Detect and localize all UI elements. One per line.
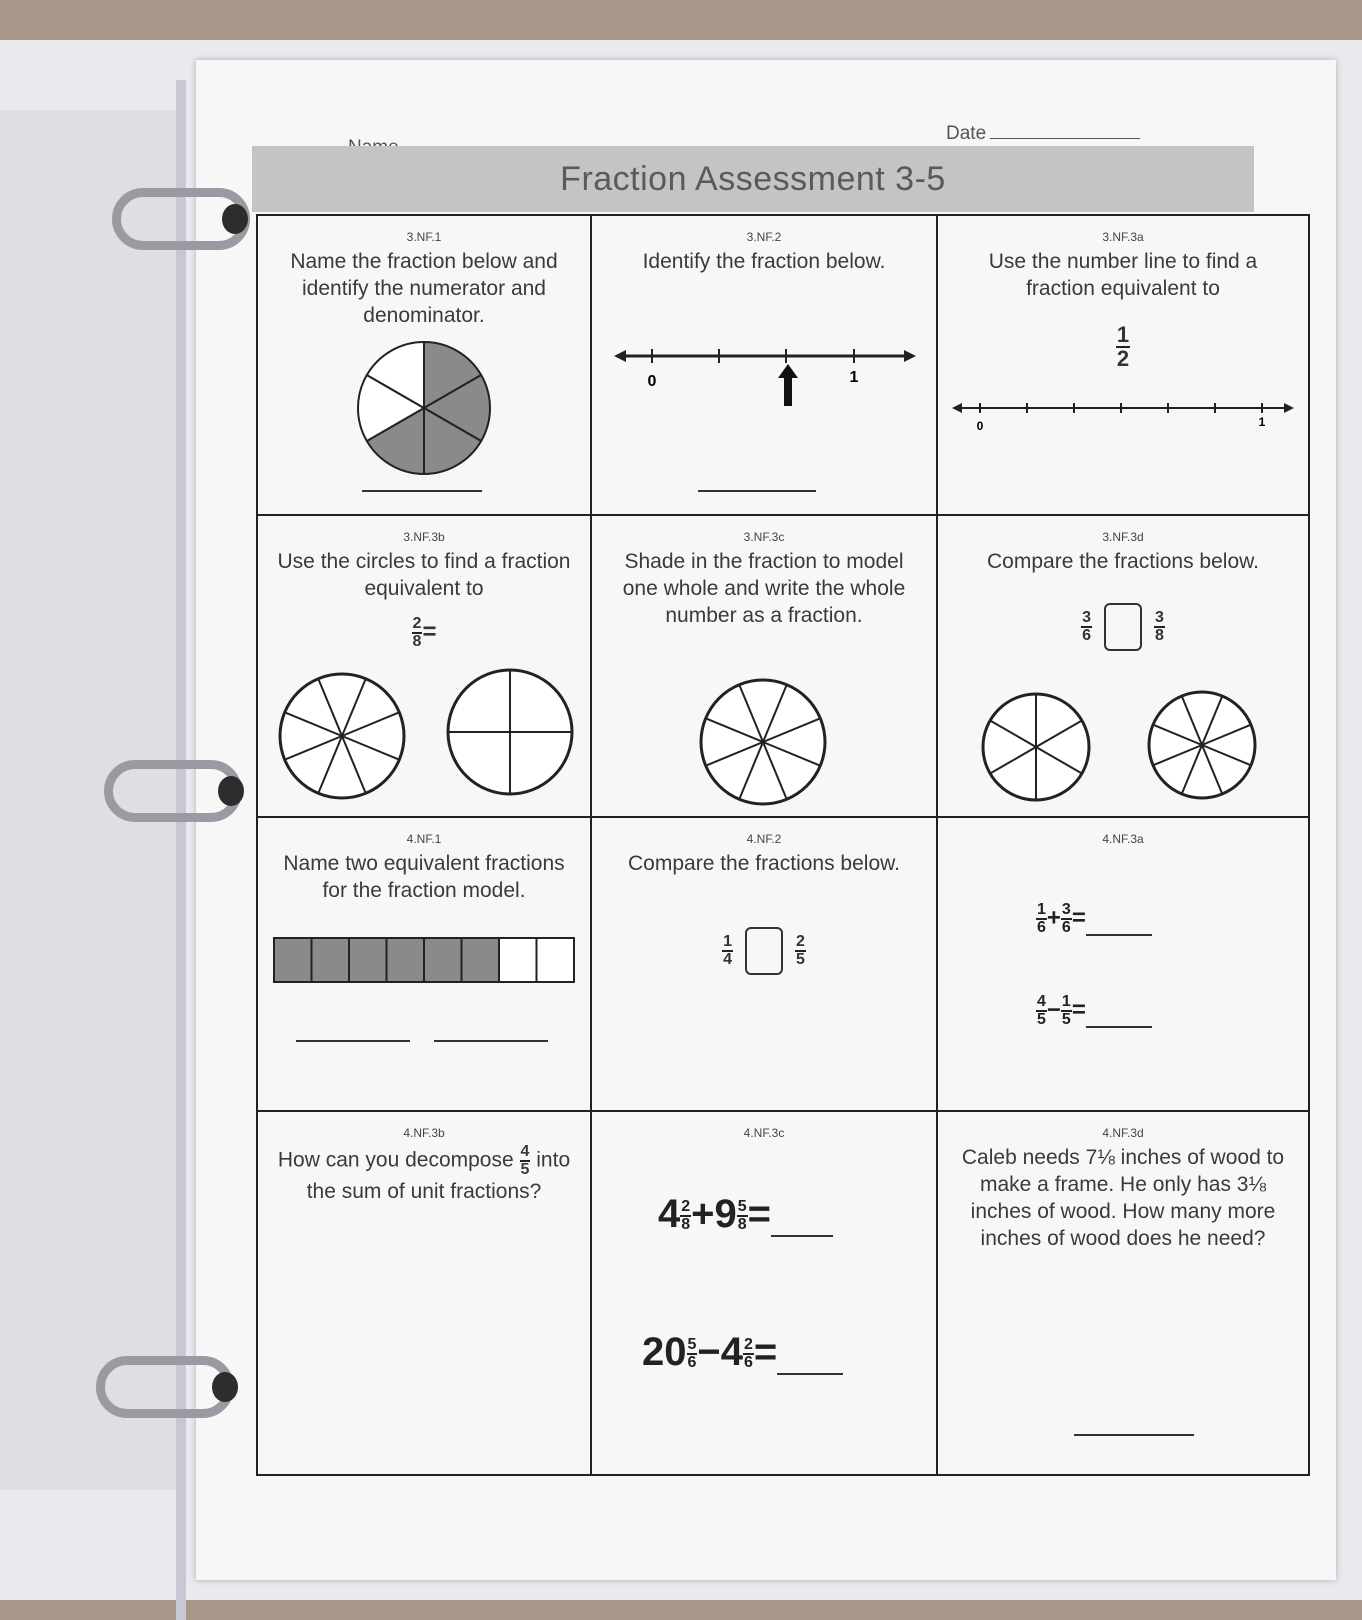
standard-code: 3.NF.3b — [403, 530, 445, 544]
comparison: $\frac{1}{4}$ $\frac{2}{5}$ — [592, 927, 936, 975]
circle-model-eighths — [276, 672, 408, 800]
question-cell-4nf2 — [592, 818, 938, 1112]
target-fraction: $\frac{1}{2}$ — [1116, 322, 1130, 371]
circle-model-sixths — [978, 692, 1094, 802]
answer-blank[interactable] — [771, 1235, 833, 1237]
mixed-subtraction-expression: 20 $\frac{5}{6}$ −4 $\frac{2}{6}$ = — [642, 1330, 843, 1375]
number-line-label-zero: 0 — [976, 419, 984, 433]
subtraction-expression: $\frac{4}{5}$ − $\frac{1}{5}$ = — [1036, 994, 1152, 1028]
number-line — [952, 396, 1294, 436]
answer-blank[interactable] — [777, 1373, 843, 1375]
answer-blank[interactable] — [1074, 1434, 1194, 1436]
question-cell-4nf3d — [938, 1112, 1308, 1474]
pie-model — [354, 338, 494, 478]
mixed-addition-expression: 4 $\frac{2}{8}$ +9 $\frac{5}{8}$ = — [658, 1192, 833, 1237]
bar-segment — [274, 938, 312, 982]
question-text: Caleb needs 7⅛ inches of wood to make a frame. He only has 3⅛ inches of wood. How many more inches of wood does he need? — [961, 1146, 1285, 1250]
standard-code: 4.NF.3d — [1102, 1126, 1144, 1140]
standard-code: 3.NF.2 — [746, 230, 782, 244]
question-cell-3nf2 — [592, 216, 938, 516]
question-cell-3nf1 — [258, 216, 592, 516]
standard-code: 3.NF.3c — [743, 530, 785, 544]
comparison-box[interactable] — [745, 927, 783, 975]
number-line — [612, 334, 918, 424]
question-text: Compare the fractions below. — [987, 550, 1259, 573]
standard-code: 4.NF.3a — [1102, 832, 1144, 846]
question-cell-3nf3b — [258, 516, 592, 818]
question-text: Use the circles to find a fraction equivalent to — [277, 550, 571, 600]
question-text: Identify the fraction below. — [642, 250, 886, 273]
question-cell-3nf3d — [938, 516, 1308, 818]
punch-hole — [218, 776, 244, 806]
punch-hole — [222, 204, 248, 234]
arrow-up-icon — [778, 364, 798, 406]
comparison: $\frac{3}{6}$ $\frac{3}{8}$ — [938, 603, 1308, 651]
circle-model-to-shade[interactable] — [696, 678, 830, 806]
date-line[interactable] — [990, 122, 1140, 139]
bar-segment — [499, 938, 537, 982]
bar-segment — [537, 938, 575, 982]
addition-expression: $\frac{1}{6}$ + $\frac{3}{6}$ = — [1036, 902, 1152, 936]
number-line-label-one: 1 — [849, 369, 859, 386]
bar-segment — [312, 938, 350, 982]
worksheet-title: Fraction Assessment 3-5 — [252, 146, 1254, 212]
question-cell-3nf3c — [592, 516, 938, 818]
punch-hole — [212, 1372, 238, 1402]
question-text: How can you decompose $\frac{4}{5}$ into the sum of unit fractions? — [277, 1143, 571, 1203]
question-cell-4nf3c — [592, 1112, 938, 1474]
question-text: Name the fraction below and identify the numerator and denominator. — [290, 250, 558, 327]
question-text: Compare the fractions below. — [628, 852, 900, 875]
question-cell-4nf3b — [258, 1112, 592, 1474]
answer-blank-1[interactable] — [296, 1040, 410, 1042]
question-text: Shade in the fraction to model one whole and write the whole number as a fraction. — [622, 550, 906, 627]
number-line-label-zero: 0 — [647, 373, 657, 390]
standard-code: 4.NF.3c — [743, 1126, 785, 1140]
question-grid — [256, 214, 1310, 1476]
question-text: Name two equivalent fractions for the fraction model. — [283, 852, 565, 902]
circle-model-fourths — [444, 668, 576, 796]
date-field[interactable] — [946, 122, 1140, 145]
number-line-label-one: 1 — [1258, 415, 1266, 429]
date-label: Date — [946, 123, 987, 144]
circle-model-eighths — [1144, 690, 1260, 800]
standard-code: 4.NF.1 — [406, 832, 442, 846]
answer-blank[interactable] — [1086, 1026, 1152, 1028]
comparison-box[interactable] — [1104, 603, 1142, 651]
question-cell-4nf1 — [258, 818, 592, 1112]
answer-blank-2[interactable] — [434, 1040, 548, 1042]
answer-blank[interactable] — [362, 490, 482, 492]
target-fraction: $\frac{2}{8}$ = — [412, 615, 437, 650]
bar-segment — [424, 938, 462, 982]
standard-code: 4.NF.2 — [746, 832, 782, 846]
standard-code: 3.NF.3d — [1102, 530, 1144, 544]
bar-model — [272, 936, 576, 986]
bar-segment — [387, 938, 425, 982]
answer-blank[interactable] — [1086, 934, 1152, 936]
bar-segment — [349, 938, 387, 982]
question-cell-4nf3a — [938, 818, 1308, 1112]
standard-code: 3.NF.1 — [406, 230, 442, 244]
standard-code: 4.NF.3b — [403, 1126, 445, 1140]
question-text: Use the number line to find a fraction equivalent to — [988, 250, 1258, 300]
bar-segment — [462, 938, 500, 982]
question-cell-3nf3a — [938, 216, 1308, 516]
answer-blank[interactable] — [698, 490, 816, 492]
standard-code: 3.NF.3a — [1102, 230, 1144, 244]
